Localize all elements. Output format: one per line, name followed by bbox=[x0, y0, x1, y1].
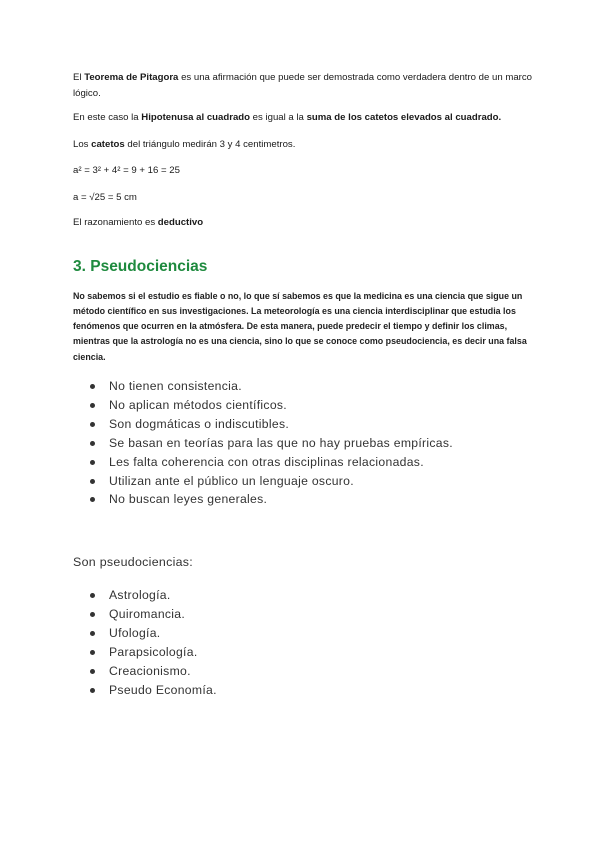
text-run-bold: catetos bbox=[91, 138, 125, 150]
bullet-icon bbox=[90, 384, 95, 389]
text-run-bold: suma de los catetos elevados al cuadrado. bbox=[306, 112, 502, 123]
text-run: El bbox=[73, 72, 85, 83]
list-item: Se basan en teorías para las que no hay pruebas empíricas. bbox=[73, 434, 533, 453]
bullet-icon bbox=[90, 497, 95, 502]
theorem-paragraph bbox=[73, 70, 533, 101]
examples-list bbox=[73, 586, 533, 699]
bullet-icon bbox=[90, 403, 95, 408]
formula-line: a² = 3² + 4² = 9 + 16 = 25 bbox=[73, 165, 180, 176]
bullet-icon bbox=[90, 688, 95, 693]
bullet-icon bbox=[90, 479, 95, 484]
text-run: El razonamiento es bbox=[73, 217, 158, 228]
bullet-icon bbox=[90, 593, 95, 598]
text-run-bold: Teorema de Pitagora bbox=[84, 72, 179, 83]
list-item: Creacionismo. bbox=[73, 662, 533, 681]
bullet-icon bbox=[90, 631, 95, 636]
document-page bbox=[73, 70, 533, 700]
text-run: En este caso la bbox=[73, 112, 142, 123]
examples-heading: Son pseudociencias: bbox=[73, 555, 194, 570]
section-heading: 3. Pseudociencias bbox=[73, 257, 208, 275]
bullet-icon bbox=[90, 669, 95, 674]
traits-list bbox=[73, 377, 533, 509]
bullet-icon bbox=[90, 422, 95, 427]
text-run: del triángulo medirán 3 y 4 centimetros. bbox=[124, 138, 296, 150]
bullet-icon bbox=[90, 441, 95, 446]
bullet-icon bbox=[90, 612, 95, 617]
list-item: Parapsicología. bbox=[73, 643, 533, 662]
list-item: No buscan leyes generales. bbox=[73, 490, 533, 509]
formula-result-line: a = √25 = 5 cm bbox=[73, 191, 137, 203]
section-intro-paragraph: No sabemos si el estudio es fiable o no, lo que sí sabemos es que la medicina es una ciencia que sigue un método científico en sus investigaciones. La meteorología es una ciencia interdisciplinar que estudia los fenómenos que ocurren en la atmósfera. De esta manera, puede predecir el tiempo y definir los climas, mientras que la astrología no es una ciencia, sino lo que se conoce como pseudociencia, es decir una falsa ciencia. bbox=[73, 290, 527, 362]
text-run-bold: deductivo bbox=[157, 217, 204, 228]
list-item: Pseudo Economía. bbox=[73, 681, 533, 700]
list-item: Utilizan ante el público un lenguaje oscuro. bbox=[73, 472, 533, 491]
list-item: No aplican métodos científicos. bbox=[73, 396, 533, 415]
reasoning-paragraph bbox=[73, 215, 533, 231]
catetos-paragraph bbox=[73, 137, 533, 153]
hypotenuse-paragraph bbox=[73, 110, 533, 126]
list-item: No tienen consistencia. bbox=[73, 377, 533, 396]
text-run: Los bbox=[73, 138, 92, 150]
list-item: Astrología. bbox=[73, 586, 533, 605]
list-item: Les falta coherencia con otras disciplinas relacionadas. bbox=[73, 453, 533, 472]
text-run: es una afirmación que puede ser demostrada como verdadera dentro de un marco lógico. bbox=[73, 72, 532, 99]
list-item: Quiromancia. bbox=[73, 605, 533, 624]
text-run-bold: Hipotenusa al cuadrado bbox=[141, 112, 251, 123]
list-item: Ufología. bbox=[73, 624, 533, 643]
list-item: Son dogmáticas o indiscutibles. bbox=[73, 415, 533, 434]
text-run: es igual a la bbox=[250, 112, 307, 123]
bullet-icon bbox=[90, 460, 95, 465]
bullet-icon bbox=[90, 650, 95, 655]
